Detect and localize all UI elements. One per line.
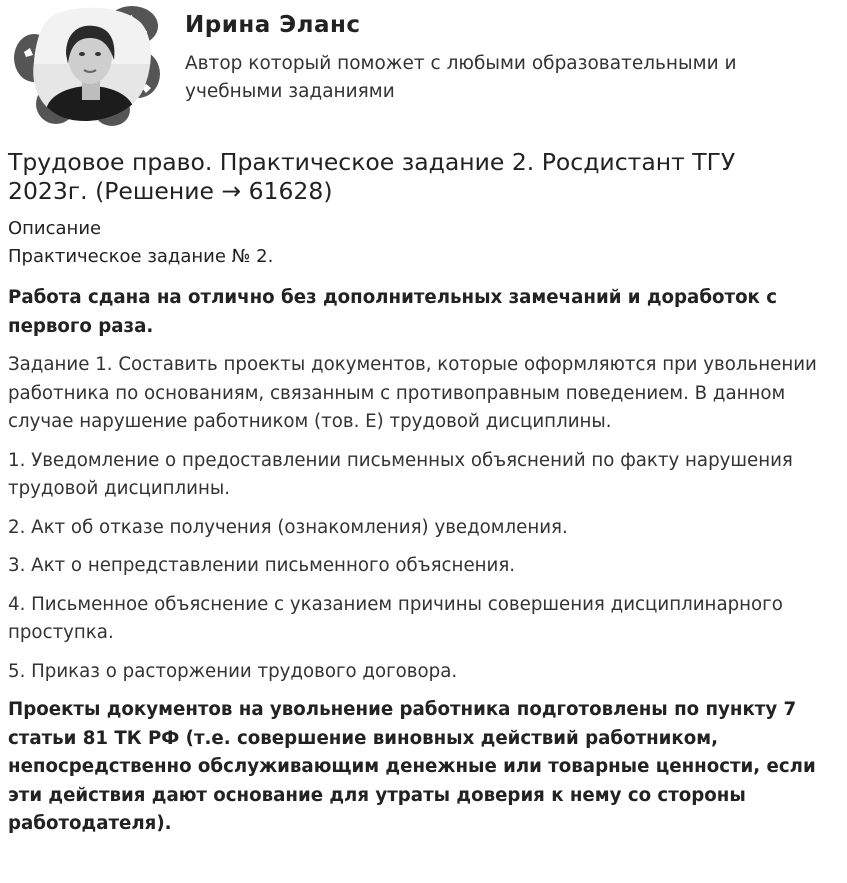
paragraph: Задание 1. Составить проекты документов, которые оформляются при увольнении работника по основаниям, связанным с противоправным поведением. В данном случае нарушение работником (тов. Е) трудовой дисциплины.	[8, 354, 817, 432]
task-number: Практическое задание № 2.	[8, 246, 274, 267]
author-name[interactable]: Ирина Эланс	[185, 12, 361, 38]
document-title: Трудовое право. Практическое задание 2. Росдистант ТГУ 2023г. (Решение → 61628)	[8, 148, 736, 205]
avatar-image	[12, 4, 162, 128]
description-label: Описание	[8, 218, 102, 239]
author-card	[8, 0, 839, 135]
list-item: 5. Приказ о расторжении трудового договора.	[8, 660, 458, 682]
list-item: 1. Уведомление о предоставлении письменных объяснений по факту нарушения трудовой дисциплины.	[8, 449, 793, 499]
list-item: 4. Письменное объяснение с указанием причины совершения дисциплинарного проступка.	[8, 593, 783, 643]
avatar-photo	[12, 4, 162, 128]
author-bio: Автор который поможет с любыми образовательными и учебными заданиями	[185, 53, 737, 102]
author-avatar[interactable]	[12, 4, 162, 128]
paragraph: Проекты документов на увольнение работника подготовлены по пункту 7 статьи 81 ТК РФ (т.е. совершение виновных действий работником, непосредственно обслуживающим денежные или товарные ценности, если эти действия дают основание для утраты доверия к нему со стороны работодателя).	[8, 699, 816, 834]
description-body	[8, 284, 839, 839]
list-item: 3. Акт о непредставлении письменного объяснения.	[8, 555, 516, 576]
list-item: 2. Акт об отказе получения (ознакомления) уведомления.	[8, 516, 568, 538]
paragraph: Работа сдана на отлично без дополнительных замечаний и доработок с первого раза.	[8, 287, 778, 337]
